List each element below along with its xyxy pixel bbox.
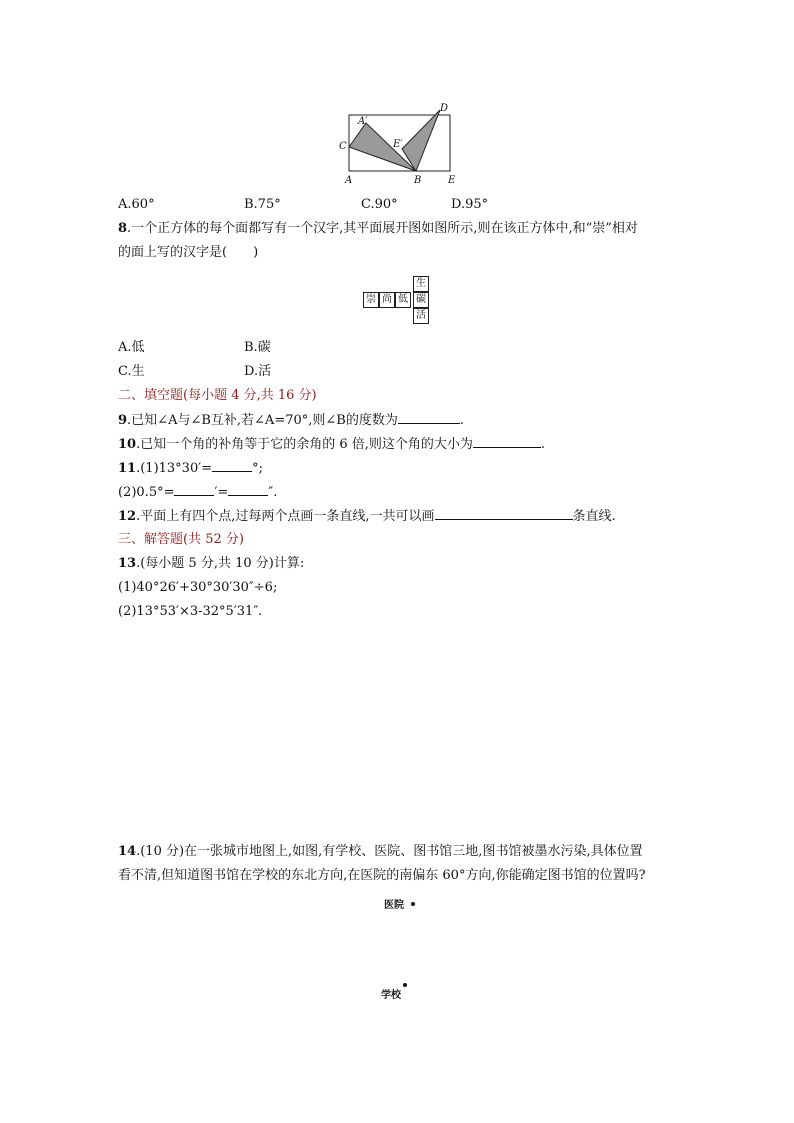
- q8-option-b[interactable]: B.碳: [244, 340, 271, 355]
- net-cell-huo: 活: [413, 308, 429, 324]
- q12: 12.平面上有四个点,过每两个点画一条直线,一共可以画 条直线.: [118, 506, 616, 527]
- q7-option-b[interactable]: B.75°: [244, 197, 281, 212]
- hospital-point: [411, 902, 415, 906]
- q13-part1: (1)40°26′+30°30′30″÷6;: [118, 580, 278, 595]
- angle-figure: [330, 100, 460, 188]
- label-c: C: [339, 141, 347, 152]
- net-cell-tan: 碳: [413, 292, 429, 308]
- q11-part2-blank-minutes[interactable]: [174, 482, 214, 496]
- right-triangle: [402, 110, 440, 171]
- hospital-label: 医院: [384, 900, 404, 911]
- q14-text-line1: 14.(10 分)在一张城市地图上,如图,有学校、医院、图书馆三地,图书馆被墨水污染,具体位置: [118, 844, 643, 859]
- label-b: B: [414, 175, 422, 186]
- q9: 9.已知∠A与∠B互补,若∠A=70°,则∠B的度数为 .: [118, 410, 464, 431]
- q10-answer-blank[interactable]: [473, 434, 541, 448]
- q7-option-a[interactable]: A.60°: [118, 197, 155, 212]
- q13: 13.(每小题 5 分,共 10 分)计算:: [118, 556, 305, 571]
- q8-option-a[interactable]: A.低: [118, 340, 145, 355]
- q14-text-line2: 看不清,但知道图书馆在学校的东北方向,在医院的南偏东 60°方向,你能确定图书馆的位置吗?: [118, 868, 646, 883]
- label-e: E: [448, 175, 456, 186]
- net-cell-shang: 尚: [379, 292, 395, 308]
- school-label: 学校: [381, 990, 401, 1001]
- q8-option-c[interactable]: C.生: [118, 364, 145, 379]
- q11-part1-blank[interactable]: [212, 458, 252, 472]
- q11-part1: 11.(1)13°30′= °;: [118, 458, 263, 479]
- label-a: A: [345, 175, 353, 186]
- q12-answer-blank[interactable]: [435, 506, 573, 520]
- label-e-prime: E′: [393, 139, 403, 150]
- q7-option-d[interactable]: D.95°: [451, 197, 489, 212]
- q7-option-c[interactable]: C.90°: [361, 197, 398, 212]
- q8-option-d[interactable]: D.活: [244, 364, 272, 379]
- section-heading-fill-in: 二、填空题(每小题 4 分,共 16 分): [118, 388, 317, 403]
- label-a-prime: A′: [358, 116, 368, 127]
- q8-text-line2: 的面上写的汉字是( ): [118, 245, 259, 260]
- school-point: [403, 983, 407, 987]
- section-heading-solve: 三、解答题(共 52 分): [118, 532, 244, 547]
- q13-part2: (2)13°53′×3-32°5′31″.: [118, 604, 263, 619]
- label-d: D: [440, 103, 449, 114]
- q9-answer-blank[interactable]: [398, 410, 460, 424]
- q10: 10.已知一个角的补角等于它的余角的 6 倍,则这个角的大小为 .: [118, 434, 545, 455]
- q11-part2: (2)0.5°= ′= ″.: [118, 482, 277, 503]
- net-cell-di: 低: [395, 292, 411, 308]
- net-cell-chong: 崇: [363, 292, 379, 308]
- net-cell-sheng: 生: [413, 276, 429, 292]
- q8-text-line1: 8.一个正方体的每个面都写有一个汉字,其平面展开图如图所示,则在该正方体中,和“崇”相对: [118, 221, 638, 236]
- q11-part2-blank-seconds[interactable]: [228, 482, 268, 496]
